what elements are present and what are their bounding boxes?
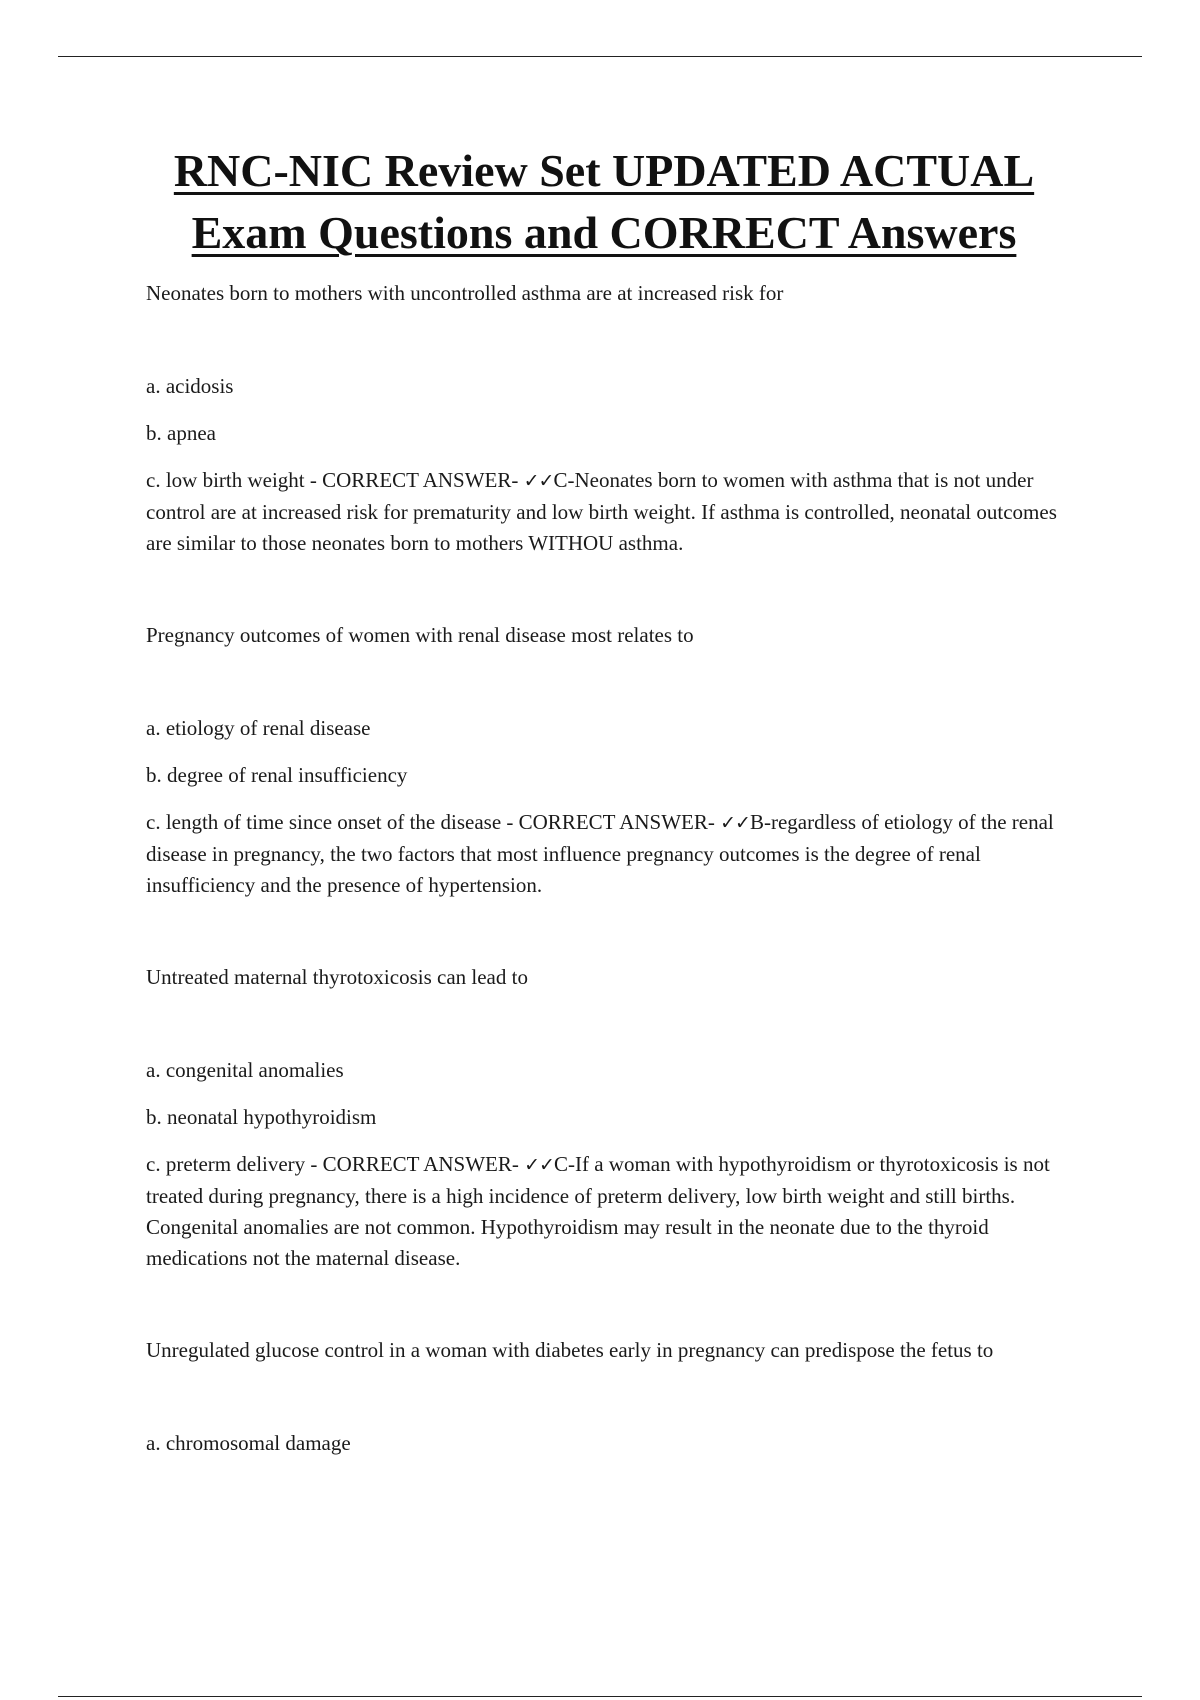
option-a: a. acidosis bbox=[146, 374, 234, 398]
checkmark-icon: ✓✓ bbox=[720, 812, 750, 834]
document-body bbox=[146, 140, 1062, 1459]
question-stem: Unregulated glucose control in a woman with diabetes early in pregnancy can predispose the fetus to bbox=[146, 1338, 994, 1362]
question-stem: Untreated maternal thyrotoxicosis can lead to bbox=[146, 965, 528, 989]
option-c-with-answer bbox=[146, 465, 1062, 559]
question-stem: Pregnancy outcomes of women with renal disease most relates to bbox=[146, 623, 694, 647]
option-a: a. congenital anomalies bbox=[146, 1058, 344, 1082]
option-b: b. neonatal hypothyroidism bbox=[146, 1105, 377, 1129]
question-stem: Neonates born to mothers with uncontrolled asthma are at increased risk for bbox=[146, 281, 784, 305]
option-c: c. low birth weight - CORRECT ANSWER- bbox=[146, 468, 524, 492]
document-title: RNC-NIC Review Set UPDATED ACTUAL Exam Questions and CORRECT Answers bbox=[173, 145, 1035, 258]
option-c: c. preterm delivery - CORRECT ANSWER- bbox=[146, 1152, 525, 1176]
option-c-with-answer bbox=[146, 1149, 1062, 1274]
question-4 bbox=[146, 1335, 1062, 1459]
answer-explanation: B-regardless of etiology of the renal disease in pregnancy, the two factors that most influence pregnancy outcomes is the degree of renal insufficiency and the presence of hypertension. bbox=[146, 810, 1054, 897]
option-c: c. length of time since onset of the disease - CORRECT ANSWER- bbox=[146, 810, 721, 834]
question-3 bbox=[146, 962, 1062, 1274]
question-2 bbox=[146, 620, 1062, 901]
top-rule bbox=[58, 56, 1142, 57]
answer-explanation: C-Neonates born to women with asthma that is not under control are at increased risk for prematurity and low birth weight. If asthma is controlled, neonatal outcomes are similar to those neonates born to mothers WITHOU asthma. bbox=[146, 468, 1057, 555]
bottom-rule bbox=[58, 1696, 1142, 1697]
checkmark-icon: ✓✓ bbox=[524, 1154, 554, 1176]
option-c-with-answer bbox=[146, 807, 1062, 901]
option-b: b. apnea bbox=[146, 421, 216, 445]
question-1 bbox=[146, 278, 1062, 559]
checkmark-icon: ✓✓ bbox=[523, 470, 554, 492]
option-a: a. etiology of renal disease bbox=[146, 716, 371, 740]
option-a: a. chromosomal damage bbox=[146, 1431, 351, 1455]
answer-explanation: C-If a woman with hypothyroidism or thyrotoxicosis is not treated during pregnancy, there is a high incidence of preterm delivery, low birth weight and still births. Congenital anomalies are not common. Hypothyroidism may result in the neonate due to the thyroid medications not the maternal disease. bbox=[146, 1152, 1050, 1270]
option-b: b. degree of renal insufficiency bbox=[146, 763, 408, 787]
